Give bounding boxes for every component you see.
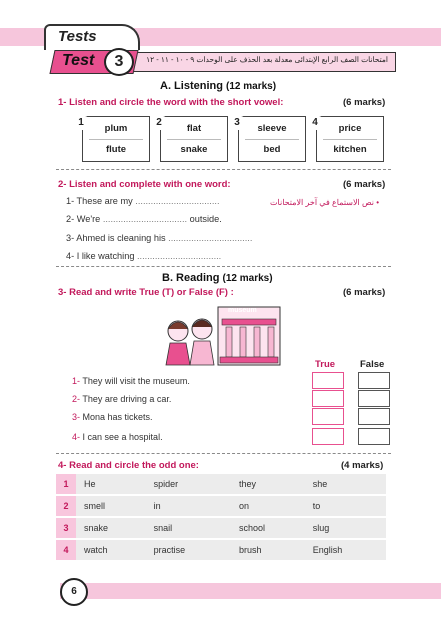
- museum-sign: museum: [228, 307, 257, 314]
- listening-title-text: A. Listening: [160, 80, 223, 92]
- museum-illustration: [160, 305, 284, 367]
- tf-item-1: [72, 376, 190, 386]
- q2-marks: (6 marks): [343, 179, 386, 190]
- reading-marks: (12 marks): [222, 273, 273, 284]
- word-option[interactable]: flute: [105, 144, 127, 155]
- item-text: They are driving a car.: [80, 394, 172, 404]
- word-box-2: [160, 116, 228, 162]
- true-box[interactable]: [312, 390, 344, 407]
- true-box[interactable]: [312, 428, 344, 445]
- answer-blank[interactable]: .................................: [134, 251, 222, 261]
- word-option[interactable]: bed: [263, 144, 281, 155]
- q4-marks: (4 marks): [341, 460, 384, 471]
- word-box-1: [82, 116, 150, 162]
- q2-item-1: [66, 196, 220, 206]
- word-cell[interactable]: snail: [146, 518, 231, 538]
- word-cell[interactable]: they: [231, 474, 305, 494]
- listening-marks: (12 marks): [226, 81, 277, 92]
- item-text: I can see a hospital.: [80, 432, 163, 442]
- row-number: 1: [56, 474, 76, 494]
- tf-item-2: [72, 394, 171, 404]
- answer-blank[interactable]: .................................: [100, 214, 188, 224]
- item-number: 3-: [72, 412, 81, 422]
- word-cell[interactable]: smell: [76, 496, 146, 516]
- group-number: 2: [152, 116, 166, 130]
- test-label: Test: [62, 52, 95, 69]
- row-number: 3: [56, 518, 76, 538]
- item-text: Mona has tickets.: [80, 412, 153, 422]
- q1-title: 1- Listen and circle the word with the short vowel:: [58, 97, 284, 108]
- row-number: 2: [56, 496, 76, 516]
- odd-one-table: [56, 472, 386, 562]
- item-number: 4-: [72, 432, 81, 442]
- listening-note: • نص الاستماع في آخر الامتحانات: [270, 198, 380, 207]
- item-text: 1- These are my: [66, 196, 133, 206]
- word-cell[interactable]: snake: [76, 518, 146, 538]
- false-box[interactable]: [358, 408, 390, 425]
- word-cell[interactable]: in: [146, 496, 231, 516]
- row-number: 4: [56, 540, 76, 560]
- table-row: [56, 518, 386, 538]
- false-box[interactable]: [358, 428, 390, 445]
- word-option[interactable]: plum: [104, 123, 128, 134]
- item-text: 2- We're: [66, 214, 101, 224]
- q2-item-2: [66, 214, 222, 224]
- answer-blank[interactable]: .................................: [132, 196, 220, 206]
- q4-title: 4- Read and circle the odd one:: [58, 460, 199, 471]
- tf-item-4: [72, 432, 163, 442]
- word-cell[interactable]: He: [76, 474, 146, 494]
- section-divider: [56, 266, 391, 267]
- false-header: False: [360, 359, 385, 370]
- footer-band: [60, 583, 441, 599]
- divider: [167, 139, 221, 140]
- item-text: outside.: [187, 214, 222, 224]
- word-cell[interactable]: school: [231, 518, 305, 538]
- group-number: 3: [230, 116, 244, 130]
- page-number: 6: [60, 578, 88, 606]
- word-cell[interactable]: she: [305, 474, 386, 494]
- q3-marks: (6 marks): [343, 287, 386, 298]
- word-option[interactable]: kitchen: [333, 144, 367, 155]
- section-divider: [56, 169, 391, 170]
- item-text: 3- Ahmed is cleaning his: [66, 233, 166, 243]
- divider: [245, 139, 299, 140]
- table-row: [56, 540, 386, 560]
- tf-item-3: [72, 412, 153, 422]
- word-cell[interactable]: to: [305, 496, 386, 516]
- test-number: 3: [104, 48, 134, 76]
- true-box[interactable]: [312, 408, 344, 425]
- section-divider: [56, 453, 391, 454]
- item-number: 1-: [72, 376, 81, 386]
- word-cell[interactable]: on: [231, 496, 305, 516]
- true-box[interactable]: [312, 372, 344, 389]
- word-box-4: [316, 116, 384, 162]
- item-text: They will visit the museum.: [80, 376, 190, 386]
- reading-title-text: B. Reading: [162, 272, 220, 284]
- q2-item-4: [66, 251, 221, 261]
- word-option[interactable]: sleeve: [257, 123, 287, 134]
- item-number: 2-: [72, 394, 81, 404]
- word-box-3: [238, 116, 306, 162]
- group-number: 1: [74, 116, 88, 130]
- word-cell[interactable]: English: [305, 540, 386, 560]
- word-cell[interactable]: practise: [146, 540, 231, 560]
- q2-item-3: [66, 233, 252, 243]
- table-row: [56, 496, 386, 516]
- item-text: 4- I like watching: [66, 251, 135, 261]
- table-row: [56, 474, 386, 494]
- listening-title: [160, 80, 276, 92]
- q2-title: 2- Listen and complete with one word:: [58, 179, 231, 190]
- answer-blank[interactable]: .................................: [165, 233, 253, 243]
- divider: [89, 139, 143, 140]
- group-number: 4: [308, 116, 322, 130]
- word-cell[interactable]: slug: [305, 518, 386, 538]
- word-cell[interactable]: brush: [231, 540, 305, 560]
- false-box[interactable]: [358, 390, 390, 407]
- true-header: True: [315, 359, 336, 370]
- word-option[interactable]: price: [338, 123, 362, 134]
- q1-marks: (6 marks): [343, 97, 386, 108]
- q3-title: 3- Read and write True (T) or False (F) :: [58, 287, 234, 298]
- word-cell[interactable]: watch: [76, 540, 146, 560]
- divider: [323, 139, 377, 140]
- word-option[interactable]: flat: [186, 123, 202, 134]
- word-option[interactable]: snake: [180, 144, 208, 155]
- tests-label: Tests: [58, 28, 97, 45]
- arabic-title: امتحانات الصف الرابع الإبتدائى معدلة بعد الحذف على الوحدات ٩ - ١٠ - ١١ - ١٢: [146, 55, 388, 64]
- word-cell[interactable]: spider: [146, 474, 231, 494]
- reading-title: [162, 272, 273, 284]
- false-box[interactable]: [358, 372, 390, 389]
